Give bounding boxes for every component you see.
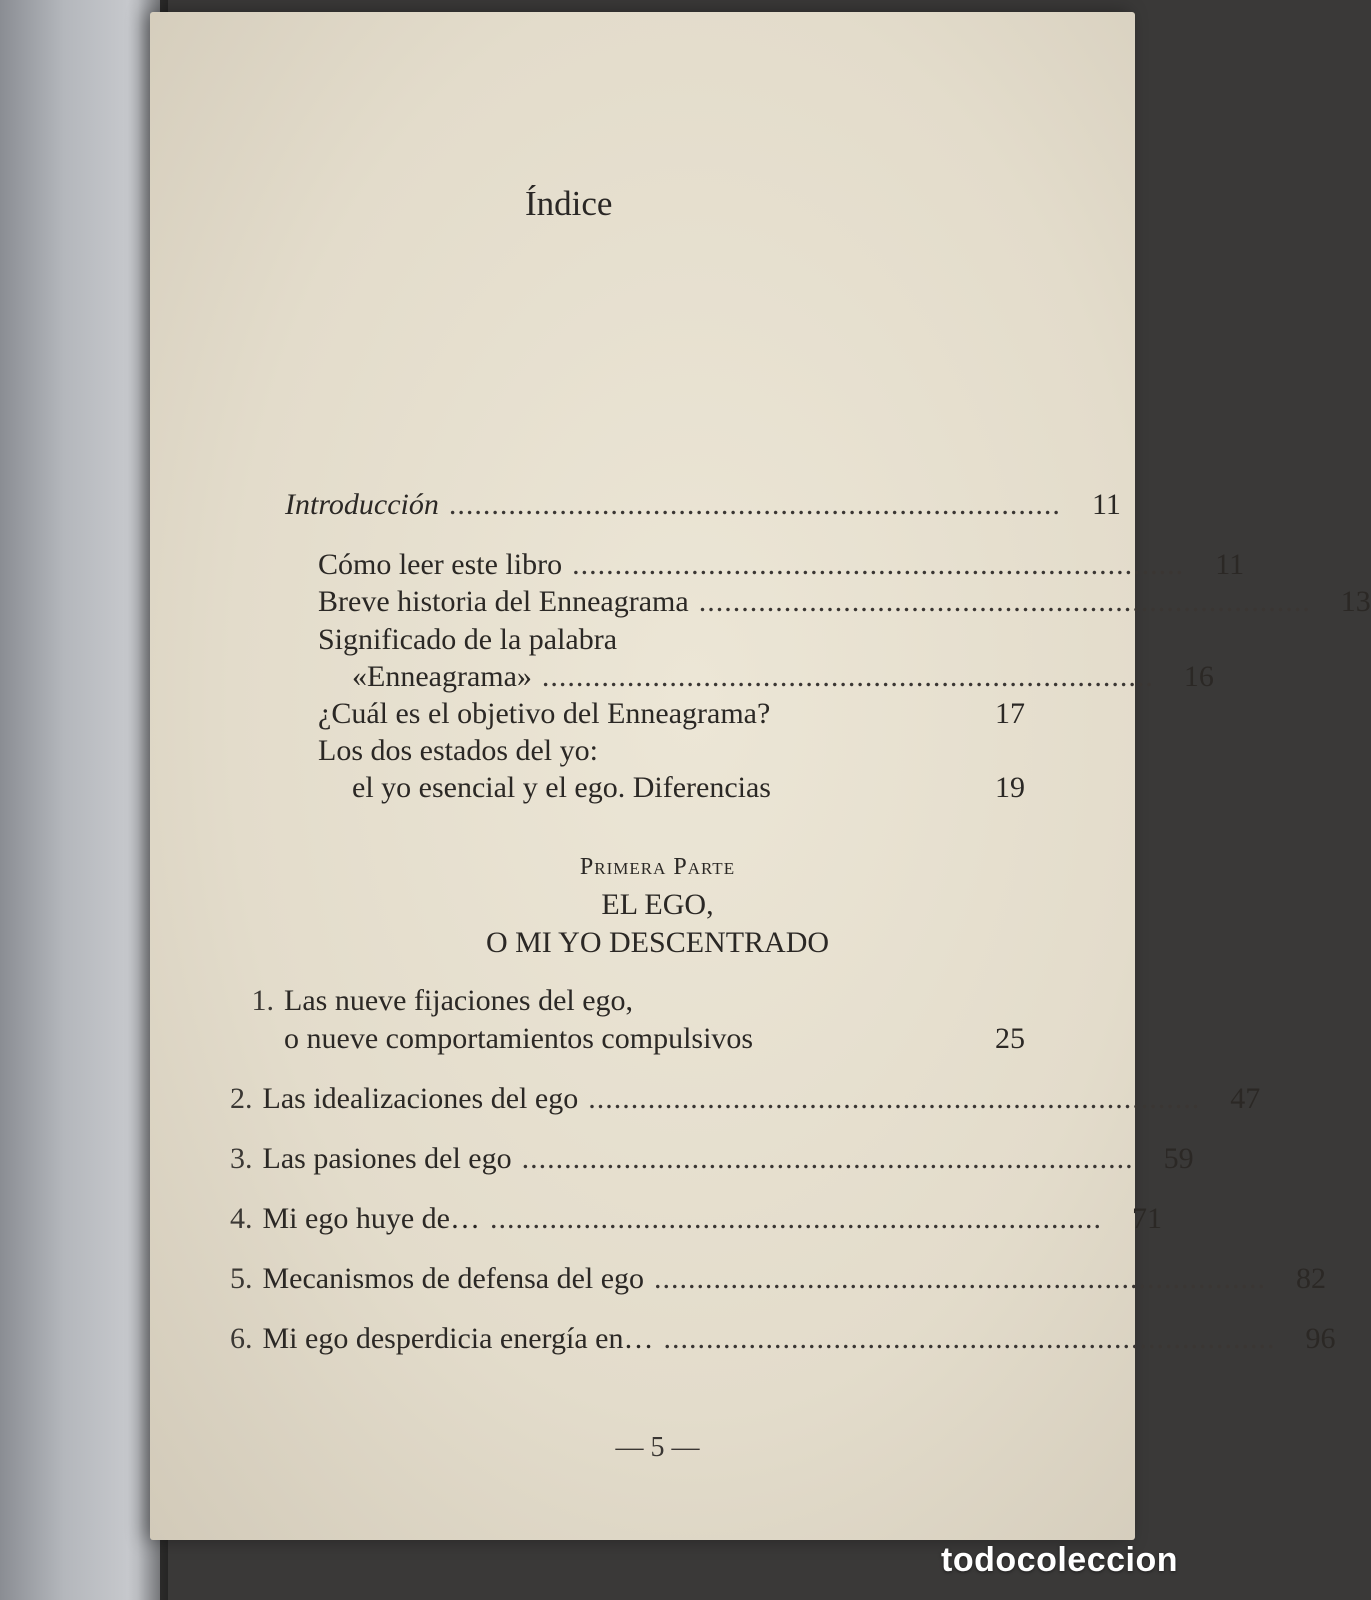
chapter-label: Las nueve fijaciones del ego,: [284, 984, 634, 1017]
part-title-line1: EL EGO,: [601, 888, 714, 921]
chapter-number: 6.: [230, 1322, 253, 1355]
chapter-page: 71: [1131, 1202, 1162, 1235]
toc-entry-page: 16: [1183, 660, 1214, 693]
leader-dots: ........................................................................: [448, 488, 1061, 521]
chapter-label: Mi ego desperdicia energía en…: [262, 1322, 654, 1355]
chapter-number: 4.: [230, 1202, 253, 1235]
chapter-number: 2.: [230, 1082, 253, 1115]
toc-entry-page: 11: [1215, 548, 1245, 581]
toc-entry-meaning: [352, 660, 1214, 694]
toc-entry-objective: [318, 697, 1025, 731]
chapter-label: Las pasiones del ego: [262, 1142, 512, 1175]
chapter-1-line1: [230, 984, 633, 1018]
toc-entry-how-to-read: [318, 548, 1245, 582]
leader-dots: ........................................................................: [588, 1082, 1201, 1115]
chapter-page: 96: [1305, 1322, 1336, 1355]
toc-entry-brief-history: [318, 585, 1371, 619]
toc-entry-label: Introducción: [285, 488, 439, 521]
chapter-3: [230, 1142, 1194, 1176]
leader-dots: ........................................................................: [541, 660, 1154, 693]
chapter-2: [230, 1082, 1261, 1116]
leader-dots: ........................................................................: [521, 1142, 1134, 1175]
chapter-1: [284, 1022, 1025, 1056]
toc-entry-label: Breve historia del Enneagrama: [318, 585, 689, 618]
chapter-label: Mi ego huye de…: [262, 1202, 480, 1235]
chapter-label: Mecanismos de defensa del ego: [262, 1262, 645, 1295]
toc-entry-label: Cómo leer este libro: [318, 548, 563, 581]
toc-entry-label: el yo esencial y el ego. Diferencias: [352, 771, 771, 804]
chapter-number: 5.: [230, 1262, 253, 1295]
chapter-page: 59: [1163, 1142, 1194, 1175]
chapter-5: [230, 1262, 1327, 1296]
page-number: — 5 —: [615, 1432, 700, 1463]
book-page: [150, 12, 1371, 1540]
chapter-label: Las idealizaciones del ego: [262, 1082, 579, 1115]
chapter-label: o nueve comportamientos compulsivos: [284, 1022, 754, 1055]
toc-entry-introduction: [285, 488, 1121, 522]
toc-entry-label: ¿Cuál es el objetivo del Enneagrama?: [318, 697, 771, 730]
part-title-line2: O MI YO DESCENTRADO: [485, 926, 830, 959]
toc-entry-label: «Enneagrama»: [352, 660, 532, 693]
leader-dots: ........................................................................: [489, 1202, 1102, 1235]
page-title: Índice: [525, 184, 613, 223]
leader-dots: ........................................................................: [663, 1322, 1276, 1355]
chapter-4: [230, 1202, 1162, 1236]
toc-entry-page: 17: [995, 697, 1025, 730]
chapter-page: 25: [995, 1022, 1025, 1055]
toc-entry-page: 13: [1340, 585, 1371, 618]
leader-dots: ........................................................................: [698, 585, 1311, 618]
leader-dots: ........................................................................: [654, 1262, 1267, 1295]
chapter-number: 1.: [251, 984, 274, 1017]
toc-entry-page: 11: [1091, 488, 1121, 521]
chapter-6: [230, 1322, 1336, 1356]
chapter-number: 3.: [230, 1142, 253, 1175]
toc-entry-meaning-line1: Significado de la palabra: [318, 623, 618, 656]
toc-entry-two-states-line1: Los dos estados del yo:: [318, 734, 598, 767]
chapter-page: 82: [1296, 1262, 1327, 1295]
toc-entry-two-states: [352, 771, 1025, 805]
watermark-logo: todocoleccion: [941, 1541, 1178, 1579]
chapter-page: 47: [1230, 1082, 1261, 1115]
part-label: Primera Parte: [579, 854, 736, 880]
leader-dots: ........................................................................: [572, 548, 1185, 581]
left-page-edge: [0, 0, 160, 1600]
toc-entry-page: 19: [995, 771, 1025, 804]
